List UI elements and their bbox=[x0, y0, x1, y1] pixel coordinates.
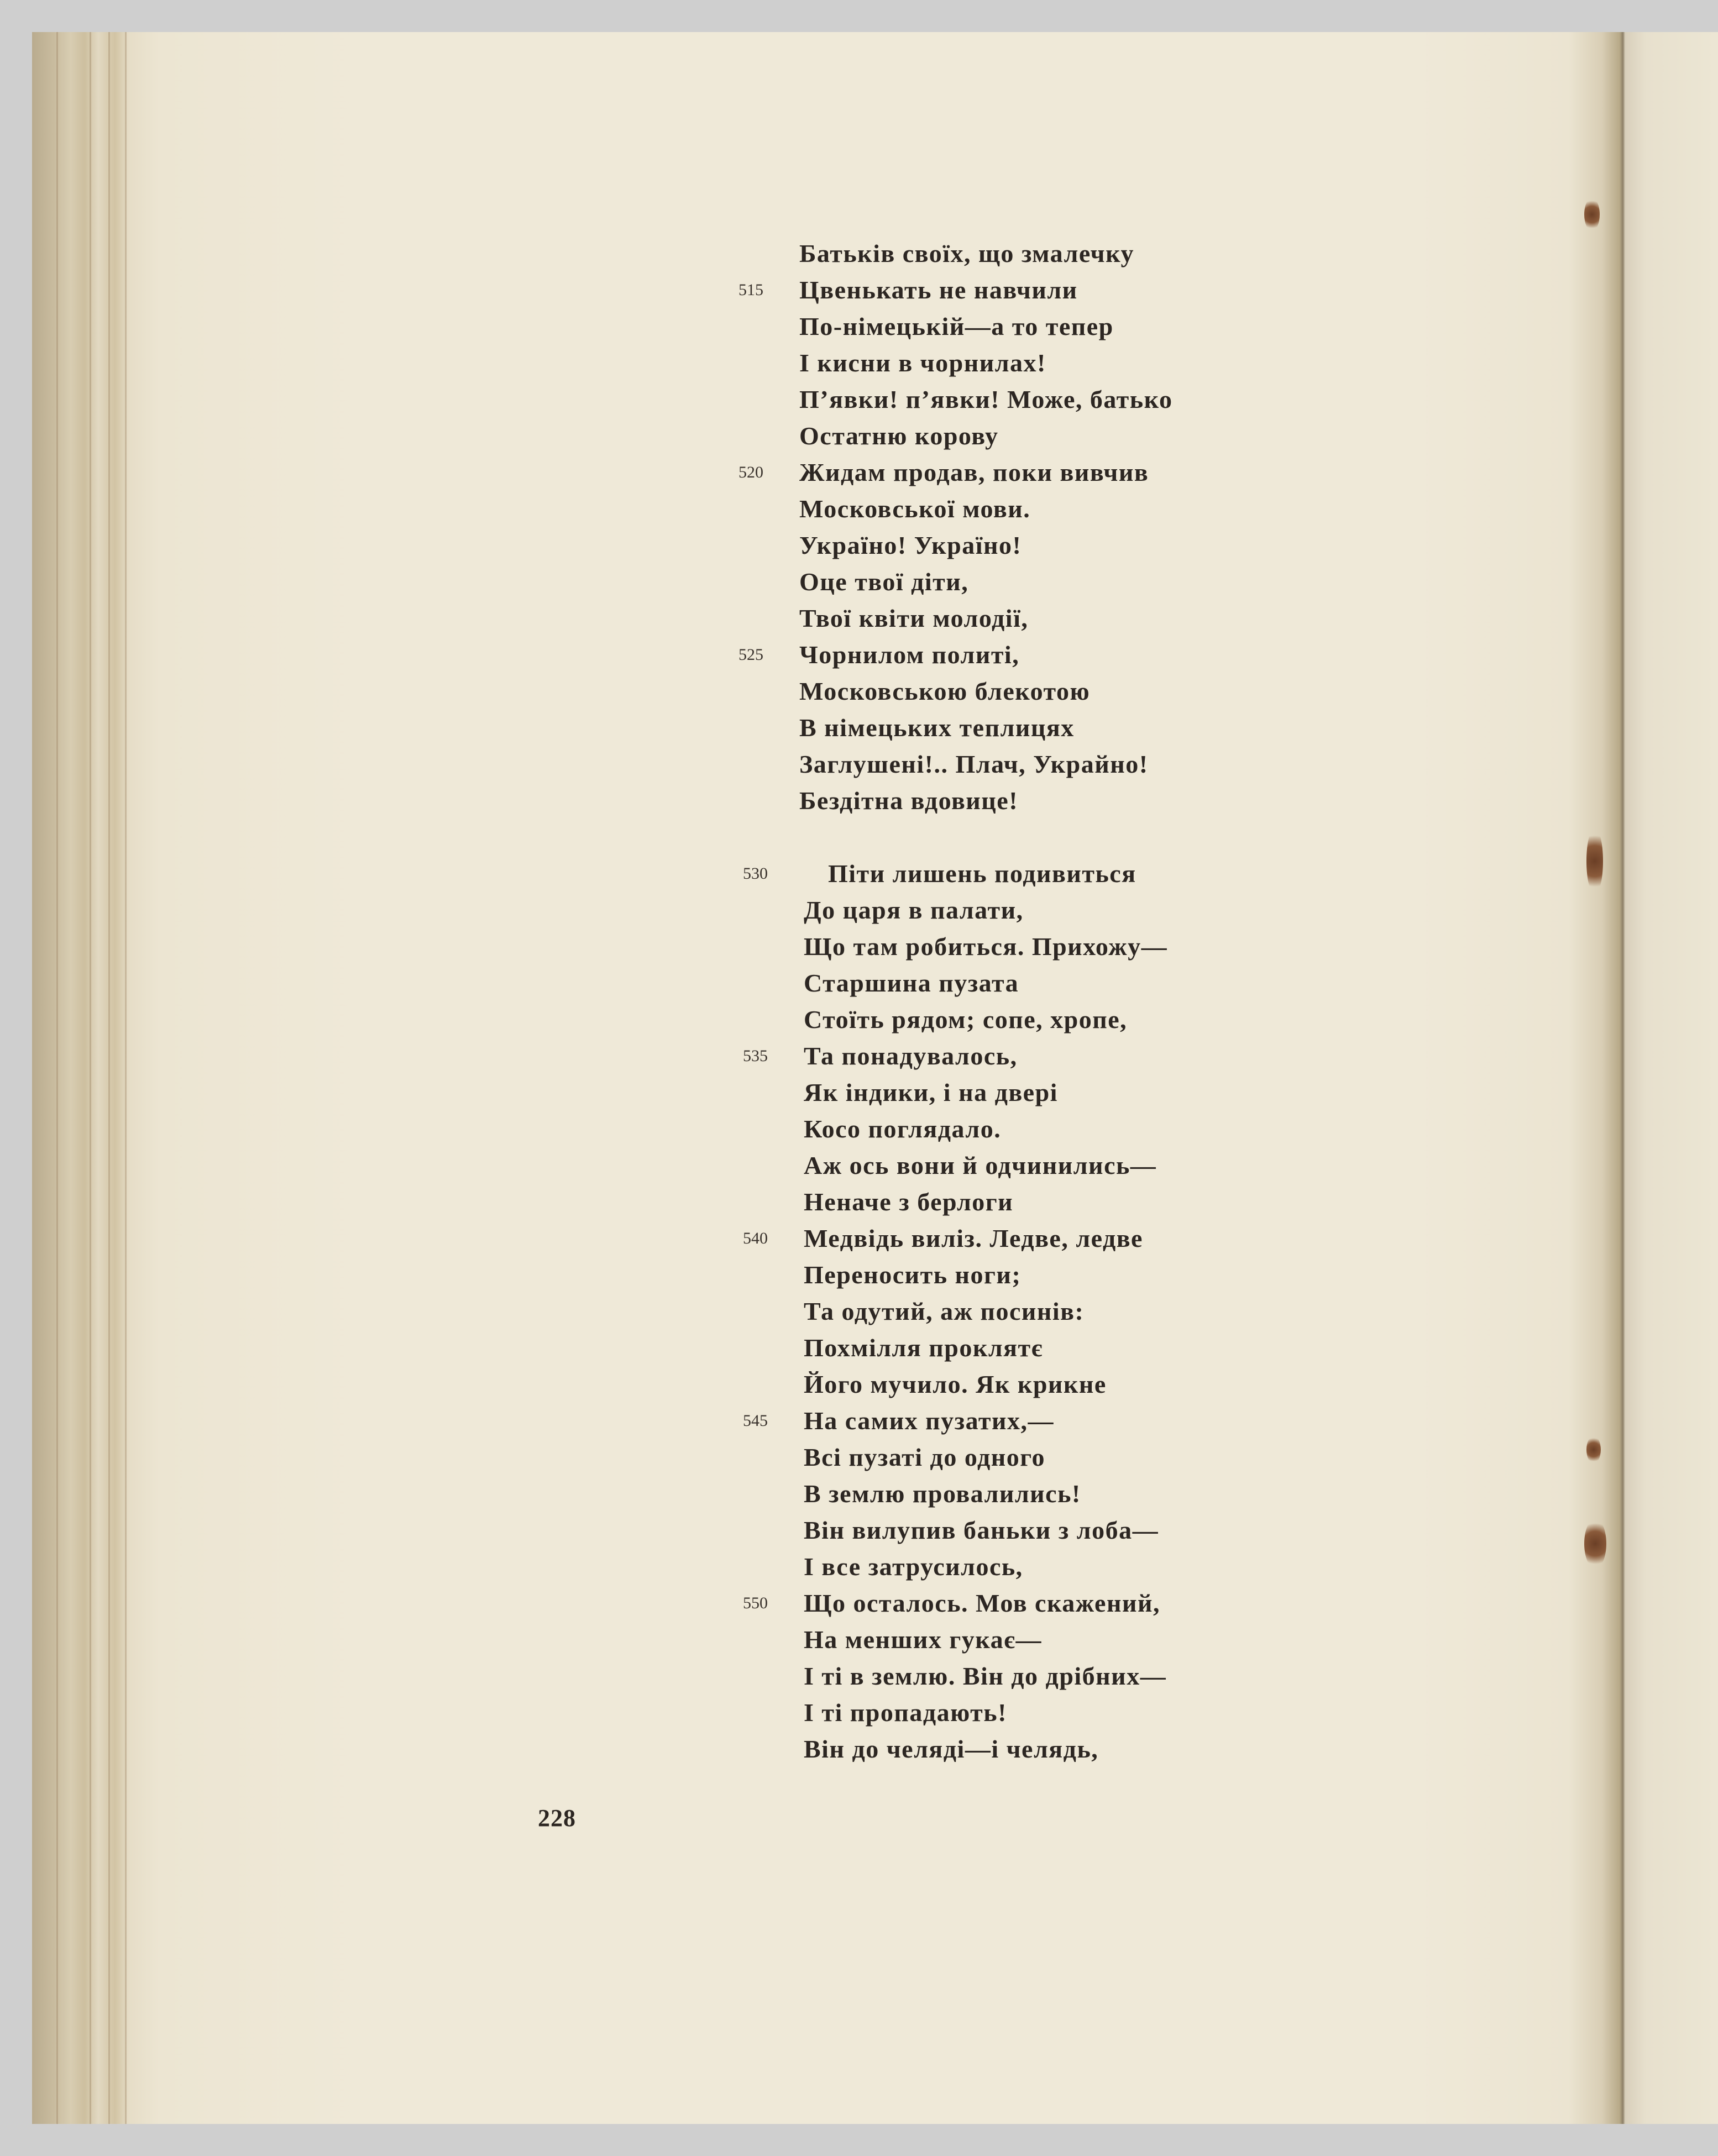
poem-text bbox=[738, 235, 1173, 1913]
verse-line bbox=[799, 1658, 1173, 1695]
verse-line bbox=[799, 1257, 1173, 1293]
verse-line bbox=[799, 1147, 1173, 1184]
verse-text: Твої квіти молодії, bbox=[799, 604, 1029, 632]
verse-line bbox=[799, 418, 1173, 454]
verse-line bbox=[799, 892, 1173, 929]
line-number: 550 bbox=[743, 1594, 768, 1612]
verse-text: В німецьких теплицях bbox=[799, 714, 1075, 742]
verse-text: Переносить ноги; bbox=[804, 1261, 1022, 1289]
verse-text: Піти лишень подивиться bbox=[828, 859, 1136, 888]
line-number: 535 bbox=[743, 1047, 768, 1065]
verse-line bbox=[743, 1403, 1173, 1439]
paper-stain bbox=[1584, 198, 1600, 231]
paper-stain bbox=[1586, 1436, 1601, 1463]
verse-line bbox=[799, 965, 1173, 1001]
verse-line bbox=[799, 1074, 1173, 1111]
page-edge-line bbox=[56, 32, 58, 2124]
verse-line bbox=[799, 1001, 1173, 1038]
verse-text: Його мучило. Як крикне bbox=[804, 1370, 1107, 1398]
verse-line bbox=[799, 564, 1173, 600]
verse-text: І ті пропадають! bbox=[804, 1698, 1007, 1727]
verse-line bbox=[799, 1293, 1173, 1330]
verse-text: На самих пузатих,— bbox=[804, 1407, 1054, 1435]
verse-line bbox=[799, 1549, 1173, 1585]
verse-text: Що там робиться. Прихожу— bbox=[804, 932, 1168, 961]
verse-text: Остатню корову bbox=[799, 422, 999, 450]
paper-stain bbox=[1584, 1519, 1606, 1569]
verse-text: Московською блекотою bbox=[799, 677, 1091, 705]
verse-line bbox=[799, 1111, 1173, 1147]
verse-text: І все затрусилось, bbox=[804, 1552, 1023, 1581]
verse-line bbox=[799, 710, 1173, 746]
verse-text: Неначе з берлоги bbox=[804, 1188, 1014, 1216]
verse-text: Що осталось. Мов скажений, bbox=[804, 1589, 1160, 1617]
line-number: 520 bbox=[738, 463, 763, 481]
verse-text: Заглушені!.. Плач, Украйно! bbox=[799, 750, 1149, 778]
stanza-break bbox=[799, 819, 1173, 856]
verse-text: І ті в землю. Він до дрібних— bbox=[804, 1662, 1167, 1690]
verse-line bbox=[799, 1622, 1173, 1658]
verse-text: Похмілля проклятє bbox=[804, 1334, 1044, 1362]
verse-text: Всі пузаті до одного bbox=[804, 1443, 1046, 1471]
verse-line bbox=[799, 1804, 1173, 1840]
verse-line bbox=[799, 1840, 1173, 1877]
verse-line bbox=[799, 1439, 1173, 1476]
verse-line bbox=[799, 308, 1173, 345]
verse-text: Він до челяді—і челядь, bbox=[804, 1735, 1099, 1763]
verse-text: Стоїть рядом; сопе, хропе, bbox=[804, 1005, 1128, 1034]
page-edge-line bbox=[125, 32, 127, 2124]
verse-line bbox=[743, 856, 1173, 892]
verse-line bbox=[738, 637, 1173, 673]
verse-text: Батьків своїх, що змалечку bbox=[799, 239, 1134, 267]
verse-line bbox=[799, 783, 1173, 819]
verse-line bbox=[799, 1366, 1173, 1403]
verse-line bbox=[799, 1877, 1173, 1913]
verse-line bbox=[799, 491, 1173, 527]
verse-line bbox=[738, 272, 1173, 308]
verse-text: Медвідь виліз. Ледве, ледве bbox=[804, 1224, 1143, 1252]
page-edge-line bbox=[108, 32, 110, 2124]
verse-text: Чорнилом политі, bbox=[799, 641, 1020, 669]
verse-text: Як індики, і на двері bbox=[804, 1078, 1058, 1106]
verse-line bbox=[799, 673, 1173, 710]
paper-stain bbox=[1586, 828, 1603, 894]
line-number: 515 bbox=[738, 281, 763, 299]
line-number: 540 bbox=[743, 1229, 768, 1247]
verse-text: Жидам продав, поки вивчив bbox=[799, 458, 1149, 486]
verse-text: Та одутий, аж посинів: bbox=[804, 1297, 1085, 1325]
verse-text: Та понадувалось, bbox=[804, 1042, 1018, 1070]
verse-text: В землю провалились! bbox=[804, 1480, 1081, 1508]
verse-line bbox=[799, 1512, 1173, 1549]
line-number: 530 bbox=[743, 864, 768, 883]
verse-line bbox=[799, 1695, 1173, 1731]
verse-line bbox=[799, 1767, 1173, 1804]
verse-line bbox=[799, 345, 1173, 381]
verse-line bbox=[799, 746, 1173, 783]
verse-text: До царя в палати, bbox=[804, 896, 1024, 924]
verse-text: П’явки! п’явки! Може, батько bbox=[799, 385, 1173, 413]
verse-line bbox=[799, 1731, 1173, 1767]
verse-line bbox=[799, 600, 1173, 637]
verse-text: На менших гукає— bbox=[804, 1625, 1042, 1654]
verse-text: Він вилупив баньки з лоба— bbox=[804, 1516, 1159, 1544]
verse-text: По-німецькій—а то тепер bbox=[799, 312, 1114, 340]
verse-line bbox=[799, 1476, 1173, 1512]
verse-text: Аж ось вони й одчинились— bbox=[804, 1151, 1157, 1179]
verse-line bbox=[743, 1220, 1173, 1257]
verse-text: Московської мови. bbox=[799, 495, 1031, 523]
verse-text: Косо поглядало. bbox=[804, 1115, 1002, 1143]
verse-text: Оце твої діти, bbox=[799, 568, 969, 596]
verse-line bbox=[738, 454, 1173, 491]
verse-line bbox=[743, 1585, 1173, 1622]
verse-line bbox=[799, 1184, 1173, 1220]
page-edge-line bbox=[90, 32, 91, 2124]
verse-text: І кисни в чорнилах! bbox=[799, 349, 1046, 377]
verse-text: Україно! Україно! bbox=[799, 531, 1022, 559]
line-number: 545 bbox=[743, 1412, 768, 1430]
verse-line bbox=[799, 527, 1173, 564]
line-number: 525 bbox=[738, 646, 763, 664]
verse-text: Старшина пузата bbox=[804, 969, 1019, 997]
verse-line bbox=[799, 1330, 1173, 1366]
verse-text: Цвенькать не навчили bbox=[799, 276, 1078, 304]
verse-line bbox=[799, 929, 1173, 965]
verse-line bbox=[799, 381, 1173, 418]
verse-line bbox=[743, 1038, 1173, 1074]
page-number: 228 bbox=[538, 1804, 576, 1832]
verse-text: Бездітна вдовице! bbox=[799, 786, 1019, 815]
verse-line bbox=[799, 235, 1173, 272]
